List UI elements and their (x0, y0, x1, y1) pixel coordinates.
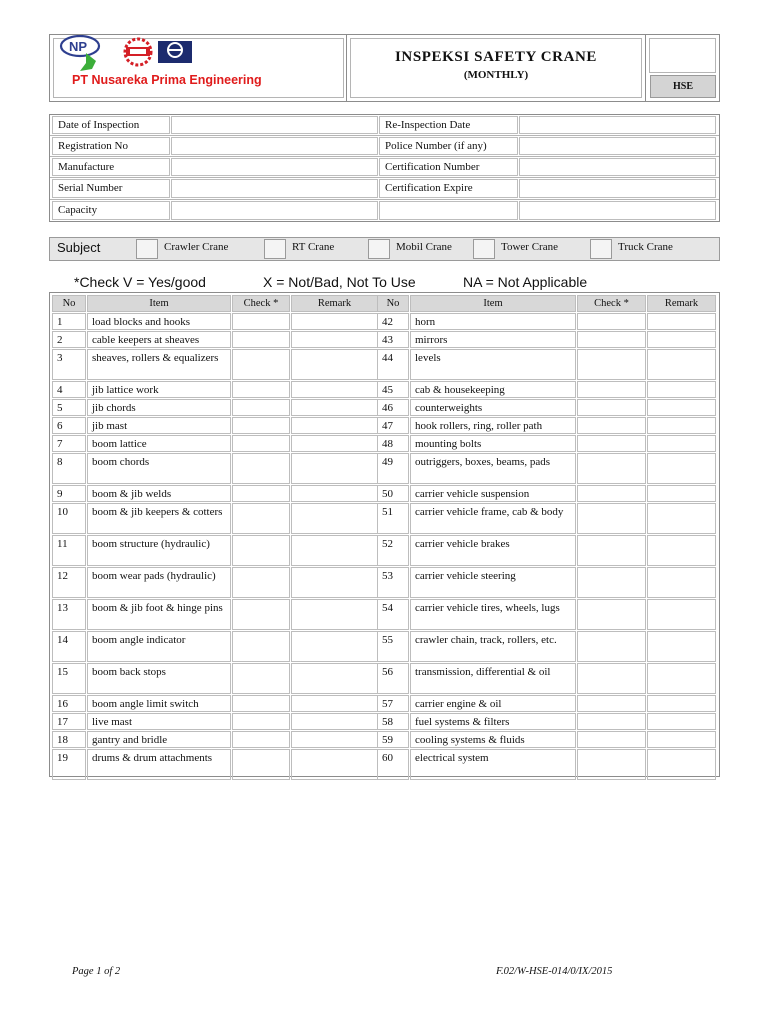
item-number: 5 (52, 399, 86, 416)
item-number: 11 (52, 535, 86, 566)
item-name: jib lattice work (87, 381, 231, 398)
remark-cell[interactable] (291, 453, 378, 484)
item-number: 53 (377, 567, 409, 598)
item-name: boom lattice (87, 435, 231, 452)
remark-cell[interactable] (647, 631, 716, 662)
re-inspection-date-field[interactable] (519, 116, 716, 134)
check-cell[interactable] (577, 731, 646, 748)
check-cell[interactable] (232, 695, 290, 712)
item-number: 49 (377, 453, 409, 484)
remark-cell[interactable] (647, 567, 716, 598)
legend-na: NA = Not Applicable (463, 274, 588, 290)
info-label: Date of Inspection (52, 116, 170, 134)
check-cell[interactable] (232, 417, 290, 434)
item-number: 12 (52, 567, 86, 598)
item-number: 19 (52, 749, 86, 780)
form-header (49, 34, 720, 102)
info-label: Re-Inspection Date (379, 116, 518, 134)
item-name: boom & jib welds (87, 485, 231, 502)
check-cell[interactable] (232, 567, 290, 598)
remark-cell[interactable] (647, 731, 716, 748)
column-header-remark: Remark (291, 295, 378, 312)
item-number: 10 (52, 503, 86, 534)
remark-cell[interactable] (647, 313, 716, 330)
check-cell[interactable] (577, 399, 646, 416)
item-number: 4 (52, 381, 86, 398)
item-name: sheaves, rollers & equalizers (87, 349, 231, 380)
remark-cell[interactable] (647, 381, 716, 398)
remark-cell[interactable] (647, 695, 716, 712)
check-cell[interactable] (577, 749, 646, 780)
date-of-inspection-field[interactable] (171, 116, 378, 134)
item-number: 55 (377, 631, 409, 662)
item-name: counterweights (410, 399, 576, 416)
item-number: 9 (52, 485, 86, 502)
item-number: 48 (377, 435, 409, 452)
item-name: carrier vehicle steering (410, 567, 576, 598)
item-name: boom chords (87, 453, 231, 484)
item-name: mirrors (410, 331, 576, 348)
check-cell[interactable] (577, 631, 646, 662)
company-cell (50, 35, 347, 101)
remark-cell[interactable] (647, 399, 716, 416)
remark-cell[interactable] (647, 485, 716, 502)
certification-expire-field[interactable] (519, 179, 716, 198)
check-cell[interactable] (577, 453, 646, 484)
remark-cell[interactable] (291, 713, 378, 730)
partner-logo-icon (158, 41, 192, 63)
item-number: 59 (377, 731, 409, 748)
item-name: load blocks and hooks (87, 313, 231, 330)
check-cell[interactable] (577, 599, 646, 630)
department-label: HSE (650, 75, 716, 98)
info-row (50, 200, 719, 221)
check-cell[interactable] (577, 663, 646, 694)
info-row (50, 115, 719, 136)
check-cell[interactable] (577, 503, 646, 534)
department-cell (646, 35, 719, 101)
legend-yes: *Check V = Yes/good (74, 274, 206, 290)
tower-crane-checkbox[interactable] (473, 239, 495, 259)
check-cell[interactable] (232, 435, 290, 452)
check-cell[interactable] (577, 417, 646, 434)
item-name: electrical system (410, 749, 576, 780)
item-name: jib mast (87, 417, 231, 434)
column-header-no: No (52, 295, 86, 312)
remark-cell[interactable] (647, 349, 716, 380)
subject-option-label: Tower Crane (501, 241, 558, 253)
info-label: Certification Number (379, 158, 518, 176)
item-name: hook rollers, ring, roller path (410, 417, 576, 434)
item-number: 3 (52, 349, 86, 380)
rt-crane-checkbox[interactable] (264, 239, 286, 259)
check-cell[interactable] (232, 313, 290, 330)
item-name: boom back stops (87, 663, 231, 694)
info-label (379, 201, 518, 220)
check-cell[interactable] (232, 663, 290, 694)
gear-logo-icon (125, 39, 151, 65)
info-label: Certification Expire (379, 179, 518, 198)
subject-selector (49, 237, 720, 261)
column-header-remark: Remark (647, 295, 716, 312)
item-number: 58 (377, 713, 409, 730)
subject-label: Subject (57, 240, 101, 255)
item-name: carrier vehicle brakes (410, 535, 576, 566)
equipment-info-table (49, 114, 720, 222)
item-name: live mast (87, 713, 231, 730)
remark-cell[interactable] (647, 453, 716, 484)
item-name: boom & jib foot & hinge pins (87, 599, 231, 630)
registration-no-field[interactable] (171, 137, 378, 155)
capacity-field[interactable] (171, 201, 378, 220)
check-cell[interactable] (577, 713, 646, 730)
item-name: boom angle limit switch (87, 695, 231, 712)
item-number: 56 (377, 663, 409, 694)
check-cell[interactable] (577, 485, 646, 502)
check-cell[interactable] (232, 599, 290, 630)
remark-cell[interactable] (647, 435, 716, 452)
blank-field[interactable] (519, 201, 716, 220)
form-code: F.02/W-HSE-014/0/IX/2015 (496, 966, 613, 977)
check-cell[interactable] (577, 535, 646, 566)
remark-cell[interactable] (291, 631, 378, 662)
item-name: carrier vehicle tires, wheels, lugs (410, 599, 576, 630)
remark-cell[interactable] (647, 331, 716, 348)
item-name: drums & drum attachments (87, 749, 231, 780)
item-number: 60 (377, 749, 409, 780)
item-number: 50 (377, 485, 409, 502)
info-row (50, 136, 719, 157)
check-cell[interactable] (232, 381, 290, 398)
column-header-item: Item (87, 295, 231, 312)
subject-option-label: Mobil Crane (396, 241, 452, 253)
item-name: boom angle indicator (87, 631, 231, 662)
company-name: PT Nusareka Prima Engineering (72, 73, 262, 87)
form-subtitle: (MONTHLY) (463, 69, 529, 81)
check-cell[interactable] (577, 349, 646, 380)
inspection-checklist-table (49, 292, 720, 777)
remark-cell[interactable] (291, 567, 378, 598)
remark-cell[interactable] (291, 313, 378, 330)
item-number: 43 (377, 331, 409, 348)
check-cell[interactable] (232, 331, 290, 348)
remark-cell[interactable] (647, 663, 716, 694)
check-cell[interactable] (232, 485, 290, 502)
manufacture-field[interactable] (171, 158, 378, 176)
serial-number-field[interactable] (171, 179, 378, 198)
remark-cell[interactable] (291, 331, 378, 348)
item-number: 17 (52, 713, 86, 730)
item-name: levels (410, 349, 576, 380)
item-number: 18 (52, 731, 86, 748)
item-number: 1 (52, 313, 86, 330)
info-label: Manufacture (52, 158, 170, 176)
company-logos (58, 35, 208, 73)
item-number: 2 (52, 331, 86, 348)
item-number: 54 (377, 599, 409, 630)
item-number: 45 (377, 381, 409, 398)
check-cell[interactable] (577, 331, 646, 348)
check-cell[interactable] (232, 349, 290, 380)
info-label: Registration No (52, 137, 170, 155)
info-row (50, 157, 719, 178)
item-name: gantry and bridle (87, 731, 231, 748)
item-name: carrier engine & oil (410, 695, 576, 712)
remark-cell[interactable] (647, 417, 716, 434)
column-header-check: Check * (232, 295, 290, 312)
item-number: 51 (377, 503, 409, 534)
column-header-no: No (377, 295, 409, 312)
remark-cell[interactable] (291, 663, 378, 694)
item-name: carrier vehicle frame, cab & body (410, 503, 576, 534)
item-name: mounting bolts (410, 435, 576, 452)
certification-number-field[interactable] (519, 158, 716, 176)
item-name: cab & housekeeping (410, 381, 576, 398)
remark-cell[interactable] (291, 503, 378, 534)
remark-cell[interactable] (647, 713, 716, 730)
column-header-item: Item (410, 295, 576, 312)
check-cell[interactable] (577, 313, 646, 330)
check-cell[interactable] (232, 713, 290, 730)
item-number: 47 (377, 417, 409, 434)
remark-cell[interactable] (291, 599, 378, 630)
crawler-crane-checkbox[interactable] (136, 239, 158, 259)
subject-option-label: Truck Crane (618, 241, 673, 253)
item-number: 57 (377, 695, 409, 712)
item-name: boom & jib keepers & cotters (87, 503, 231, 534)
info-label: Capacity (52, 201, 170, 220)
check-cell[interactable] (577, 435, 646, 452)
item-number: 13 (52, 599, 86, 630)
mobil-crane-checkbox[interactable] (368, 239, 390, 259)
remark-cell[interactable] (291, 417, 378, 434)
column-header-check: Check * (577, 295, 646, 312)
remark-cell[interactable] (291, 435, 378, 452)
item-name: outriggers, boxes, beams, pads (410, 453, 576, 484)
remark-cell[interactable] (647, 535, 716, 566)
item-name: boom structure (hydraulic) (87, 535, 231, 566)
item-number: 7 (52, 435, 86, 452)
check-cell[interactable] (232, 453, 290, 484)
item-number: 15 (52, 663, 86, 694)
item-name: fuel systems & filters (410, 713, 576, 730)
item-number: 52 (377, 535, 409, 566)
item-number: 42 (377, 313, 409, 330)
item-name: cable keepers at sheaves (87, 331, 231, 348)
remark-cell[interactable] (291, 399, 378, 416)
item-number: 16 (52, 695, 86, 712)
item-name: transmission, differential & oil (410, 663, 576, 694)
form-title: INSPEKSI SAFETY CRANE (394, 49, 598, 65)
remark-cell[interactable] (291, 535, 378, 566)
remark-cell[interactable] (291, 731, 378, 748)
check-cell[interactable] (232, 399, 290, 416)
np-logo-icon (61, 36, 99, 71)
remark-cell[interactable] (291, 485, 378, 502)
check-cell[interactable] (232, 535, 290, 566)
item-name: horn (410, 313, 576, 330)
np-logo-text: NP (69, 39, 88, 54)
item-number: 6 (52, 417, 86, 434)
check-cell[interactable] (577, 567, 646, 598)
check-cell[interactable] (232, 731, 290, 748)
item-number: 44 (377, 349, 409, 380)
info-label: Police Number (if any) (379, 137, 518, 155)
item-name: cooling systems & fluids (410, 731, 576, 748)
info-row (50, 178, 719, 200)
subject-option-label: RT Crane (292, 241, 335, 253)
truck-crane-checkbox[interactable] (590, 239, 612, 259)
remark-cell[interactable] (647, 503, 716, 534)
item-name: jib chords (87, 399, 231, 416)
item-number: 14 (52, 631, 86, 662)
subject-option-label: Crawler Crane (164, 241, 229, 253)
item-number: 46 (377, 399, 409, 416)
item-name: carrier vehicle suspension (410, 485, 576, 502)
title-cell (347, 35, 646, 101)
remark-cell[interactable] (291, 381, 378, 398)
check-cell[interactable] (577, 381, 646, 398)
item-number: 8 (52, 453, 86, 484)
item-name: boom wear pads (hydraulic) (87, 567, 231, 598)
check-cell[interactable] (232, 631, 290, 662)
legend-no: X = Not/Bad, Not To Use (263, 274, 416, 290)
info-label: Serial Number (52, 179, 170, 198)
remark-cell[interactable] (291, 349, 378, 380)
police-number-field[interactable] (519, 137, 716, 155)
remark-cell[interactable] (647, 749, 716, 780)
check-cell[interactable] (232, 503, 290, 534)
item-name: crawler chain, track, rollers, etc. (410, 631, 576, 662)
remark-cell[interactable] (647, 599, 716, 630)
page-number: Page 1 of 2 (72, 966, 121, 977)
check-cell[interactable] (577, 695, 646, 712)
check-cell[interactable] (232, 749, 290, 780)
remark-cell[interactable] (291, 749, 378, 780)
remark-cell[interactable] (291, 695, 378, 712)
